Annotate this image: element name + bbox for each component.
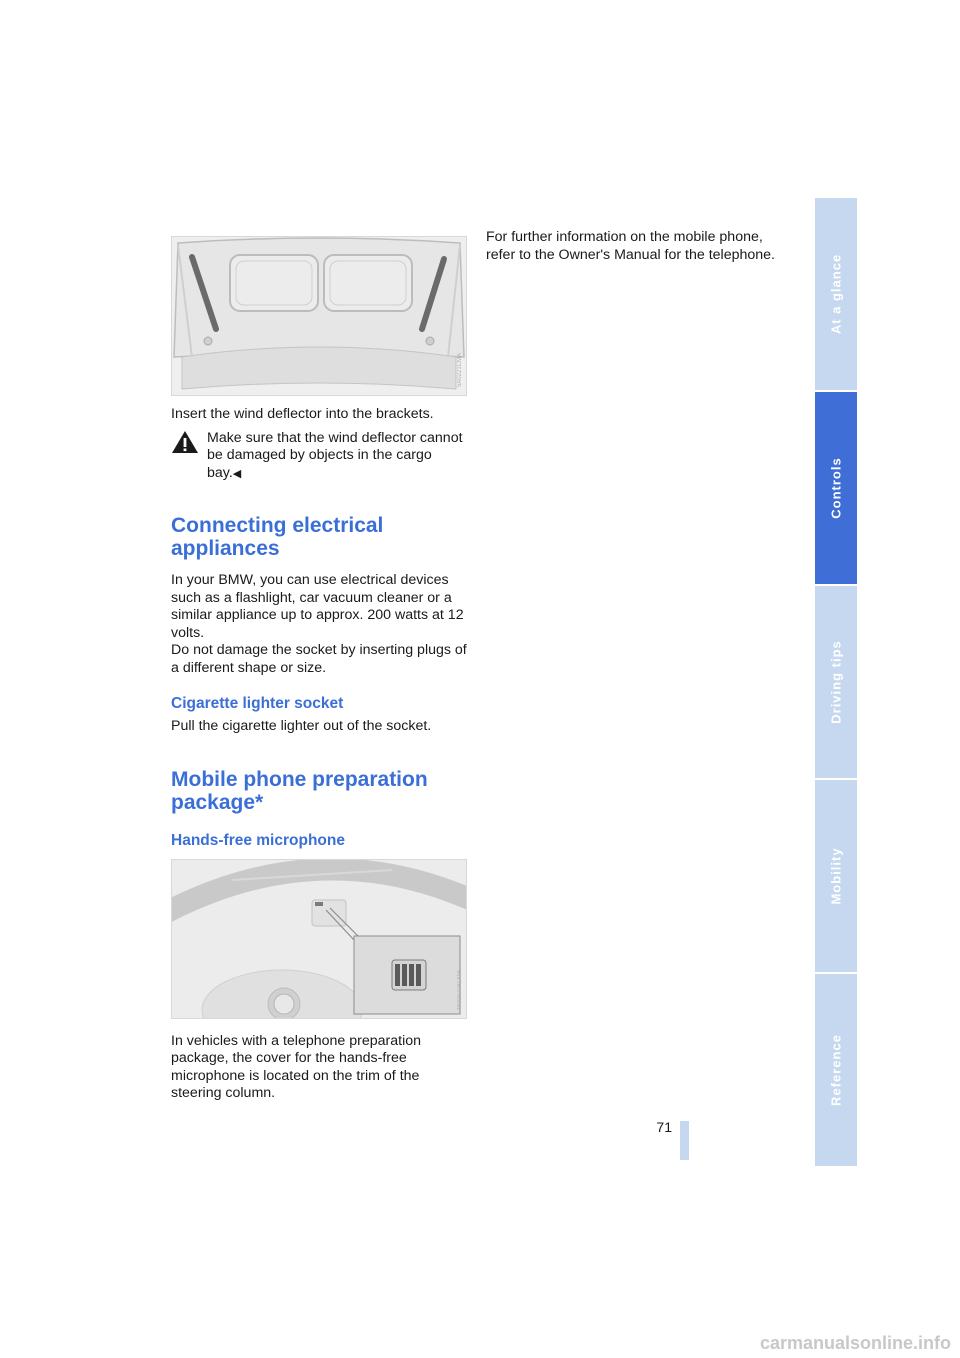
heading-cigarette-lighter: Cigarette lighter socket (171, 695, 344, 712)
page-number: 71 (656, 1119, 672, 1135)
handsfree-paragraph: In vehicles with a telephone preparation package, the cover for the hands-free microphone is located on the trim of the steering column. (171, 1032, 422, 1101)
further-info-paragraph: For further information on the mobile phone, refer to the Owner's Manual for the telephone. (486, 229, 775, 263)
heading-connecting-appliances: Connecting electrical appliances (171, 514, 384, 560)
page-number-bar (680, 1121, 689, 1160)
warning-triangle-icon (171, 430, 201, 484)
heading-mobile-phone: Mobile phone preparation package* (171, 767, 428, 814)
tab-at-a-glance[interactable]: At a glance (815, 198, 857, 392)
watermark: carmanualsonline.info (760, 1333, 952, 1353)
tab-mobility[interactable]: Mobility (815, 780, 857, 974)
tab-reference[interactable]: Reference (815, 974, 857, 1168)
warning-text: Make sure that the wind deflector cannot be damaged by objects in the cargo bay.◀ (207, 429, 463, 481)
end-mark: ◀ (232, 467, 242, 480)
figure-code: 5A0221CMA (457, 352, 463, 387)
cigarette-paragraph: Pull the cigarette lighter out of the socket. (171, 718, 432, 734)
chapter-tabs (815, 198, 857, 1168)
tab-driving-tips[interactable]: Driving tips (815, 586, 857, 780)
left-column (171, 236, 467, 1103)
heading-handsfree-microphone: Hands-free microphone (171, 831, 345, 849)
trunk-lid-figure (171, 236, 467, 396)
insert-instruction: Insert the wind deflector into the brackets. (171, 406, 434, 422)
right-column (486, 229, 786, 264)
trunk-lid-illustration (172, 237, 466, 395)
steering-column-illustration (172, 860, 466, 1018)
tab-controls[interactable]: Controls (815, 392, 857, 586)
connecting-paragraph-1: In your BMW, you can use electrical devices such as a flashlight, car vacuum cleaner or a similar appliance up to approx. 200 watts at 12 volts. (171, 572, 464, 641)
steering-column-figure (171, 859, 467, 1019)
connecting-paragraph-2: Do not damage the socket by inserting plugs of a different shape or size. (171, 642, 467, 676)
warning-note (171, 430, 467, 484)
figure-code: MV0070ACMA (457, 969, 463, 1010)
